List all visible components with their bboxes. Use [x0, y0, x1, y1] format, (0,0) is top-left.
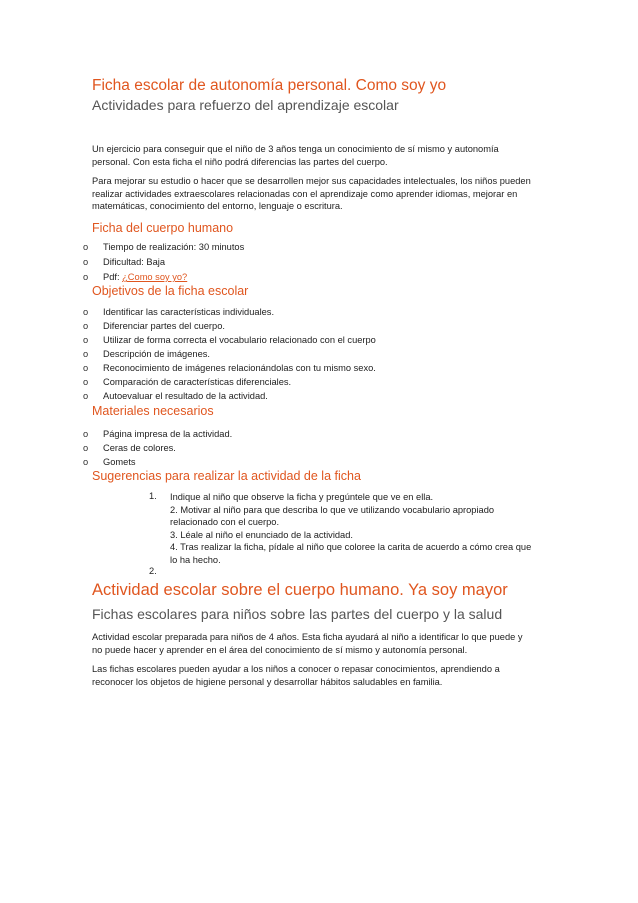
- text-line: relacionado con el cuerpo.: [170, 517, 280, 527]
- list-item-text: Descripción de imágenes.: [103, 349, 210, 359]
- list-item: [83, 391, 268, 401]
- bullet-icon: o: [83, 363, 89, 373]
- bullet-icon: o: [83, 307, 89, 317]
- pdf-label: Pdf:: [103, 272, 123, 282]
- section2-paragraph: [92, 631, 542, 656]
- section2-title: Actividad escolar sobre el cuerpo humano. Ya soy mayor: [92, 581, 508, 599]
- text-line: no puede hacer y aprender en el área del conocimiento de sí mismo y autonomía personal.: [92, 644, 468, 655]
- list-item: [83, 335, 376, 345]
- list-item: [83, 272, 187, 282]
- sugerencias-text: [170, 491, 570, 566]
- list-item: [83, 257, 165, 267]
- bullet-icon: o: [83, 321, 89, 331]
- section2-subtitle: Fichas escolares para niños sobre las partes del cuerpo y la salud: [92, 606, 503, 622]
- bullet-icon: o: [83, 443, 89, 453]
- list-item: [83, 443, 176, 453]
- text-line: Indique al niño que observe la ficha y pregúntele que ve en ella.: [170, 492, 434, 502]
- text-line: 4. Tras realizar la ficha, pídale al niño que coloree la carita de acuerdo a cómo crea que: [170, 542, 532, 552]
- bullet-icon: o: [83, 457, 89, 467]
- bullet-icon: o: [83, 335, 89, 345]
- bullet-icon: o: [83, 349, 89, 359]
- section1-subtitle: Actividades para refuerzo del aprendizaje escolar: [92, 97, 399, 113]
- list-item: [83, 307, 274, 317]
- list-number: 1.: [149, 491, 157, 501]
- ficha-heading: Ficha del cuerpo humano: [92, 221, 234, 235]
- section1-intro: [92, 143, 542, 168]
- materiales-heading: Materiales necesarios: [92, 404, 214, 418]
- text-line: Para mejorar su estudio o hacer que se desarrollen mejor sus capacidades intelectuales, los niños pueden: [92, 176, 531, 186]
- section1-title: Ficha escolar de autonomía personal. Como soy yo: [92, 77, 447, 94]
- list-item: [83, 321, 225, 331]
- bullet-icon: o: [83, 257, 89, 267]
- text-line: reconocer los objetos de higiene personal y desarrollar hábitos saludables en familia.: [92, 676, 443, 687]
- section1-paragraph: [92, 175, 542, 213]
- list-item-text: Utilizar de forma correcta el vocabulario relacionado con el cuerpo: [103, 335, 376, 345]
- text-line: Actividad escolar preparada para niños de 4 años. Esta ficha ayudará al niño a identificar lo que puede y: [92, 632, 523, 642]
- list-item-text: Diferenciar partes del cuerpo.: [103, 321, 225, 331]
- pdf-link[interactable]: ¿Como soy yo?: [122, 272, 188, 282]
- text-line: personal. Con esta ficha el niño podrá diferencias las partes del cuerpo.: [92, 156, 388, 167]
- section2-paragraph: [92, 663, 542, 688]
- list-item-text: Autoevaluar el resultado de la actividad.: [103, 391, 268, 401]
- text-line: Las fichas escolares pueden ayudar a los niños a conocer o repasar conocimientos, aprendiendo a: [92, 664, 500, 674]
- bullet-icon: o: [83, 429, 89, 439]
- list-item-text: Reconocimiento de imágenes relacionándolas con tu mismo sexo.: [103, 363, 376, 373]
- text-line: 2. Motivar al niño para que describa lo que ve utilizando vocabulario apropiado: [170, 504, 495, 515]
- list-item-text: Dificultad: Baja: [103, 257, 166, 267]
- bullet-icon: o: [83, 377, 89, 387]
- text-line: matemáticas, conocimiento del entorno, lenguaje o escritura.: [92, 201, 343, 211]
- list-item: [83, 349, 210, 359]
- list-item: [83, 377, 291, 387]
- list-number: 2.: [149, 566, 157, 576]
- list-item: [83, 242, 244, 252]
- list-item-text: Gomets: [103, 457, 136, 467]
- list-item-text: Comparación de características diferenciales.: [103, 377, 292, 387]
- sugerencias-heading: Sugerencias para realizar la actividad de la ficha: [92, 469, 361, 483]
- objetivos-heading: Objetivos de la ficha escolar: [92, 284, 249, 298]
- text-line: lo ha hecho.: [170, 554, 221, 565]
- text-line: 3. Léale al niño el enunciado de la actividad.: [170, 529, 353, 540]
- bullet-icon: o: [83, 391, 89, 401]
- list-item-text: Tiempo de realización: 30 minutos: [103, 242, 245, 252]
- list-item-text: Página impresa de la actividad.: [103, 429, 233, 439]
- text-line: realizar actividades extraescolares relacionadas con el aprendizaje como aprender idiomas, mejorar en: [92, 188, 518, 199]
- list-item: [83, 457, 136, 467]
- list-item-text: Ceras de colores.: [103, 443, 176, 453]
- list-item: [83, 429, 232, 439]
- bullet-icon: o: [83, 272, 89, 282]
- list-item-text: Identificar las características individuales.: [103, 307, 275, 317]
- text-line: Un ejercicio para conseguir que el niño de 3 años tenga un conocimiento de sí mismo y autonomía: [92, 144, 499, 154]
- bullet-icon: o: [83, 242, 89, 252]
- list-item: [83, 363, 376, 373]
